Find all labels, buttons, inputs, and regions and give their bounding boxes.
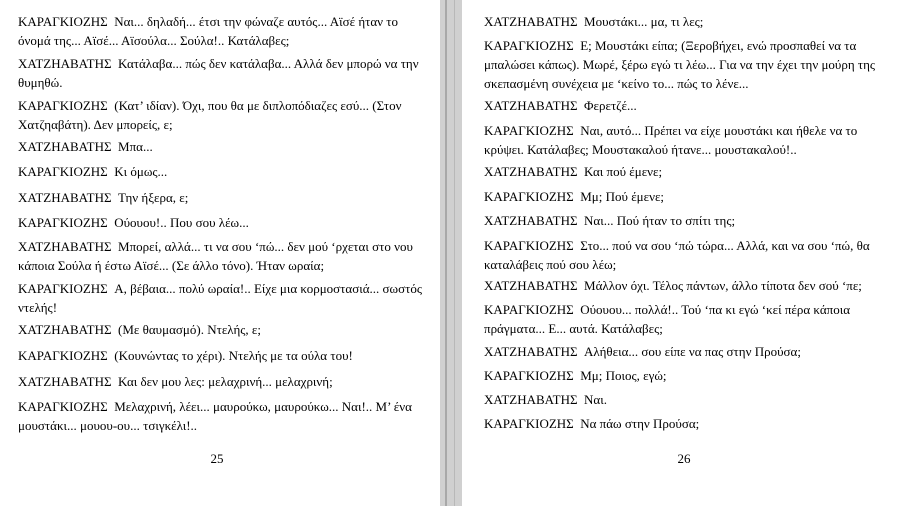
dialogue-line bbox=[484, 366, 887, 385]
dialogue-text: Αλήθεια... σου είπε να πας στην Προύσα; bbox=[584, 344, 801, 359]
dialogue-line bbox=[18, 237, 422, 275]
speaker-name: ΧΑΤΖΗΑΒΑΤΗΣ bbox=[18, 322, 112, 337]
speaker-name: ΚΑΡΑΓΚΙΟΖΗΣ bbox=[484, 238, 574, 253]
speaker-name: ΧΑΤΖΗΑΒΑΤΗΣ bbox=[18, 190, 112, 205]
dialogue-text: Α, βέβαια... πολύ ωραία!.. Είχε μια κορμοστασιά... σωστός ντελής! bbox=[18, 281, 422, 315]
speaker-name: ΚΑΡΑΓΚΙΟΖΗΣ bbox=[484, 123, 574, 138]
dialogue-line bbox=[484, 121, 887, 159]
dialogue-text: Ε; Μουστάκι είπα; (Ξεροβήχει, ενώ προσπαθεί να τα μπαλώσει κάπως). Μωρέ, ξέρω εγώ τι λέω... Για να την έχει την μούρη της σκεπασμένη συνέχεια με ‘κείνο το... πώς το λένε... bbox=[484, 38, 876, 91]
gutter-edge bbox=[445, 0, 447, 506]
left-page bbox=[0, 0, 440, 506]
dialogue-text: (Κουνώντας το χέρι). Ντελής με τα ούλα του! bbox=[114, 348, 353, 363]
dialogue-text: Κι όμως... bbox=[114, 164, 168, 179]
speaker-name: ΚΑΡΑΓΚΙΟΖΗΣ bbox=[18, 98, 108, 113]
speaker-name: ΚΑΡΑΓΚΙΟΖΗΣ bbox=[484, 38, 574, 53]
dialogue-text: Μουστάκι... μα, τι λες; bbox=[584, 14, 704, 29]
page-number: 25 bbox=[210, 451, 224, 466]
right-page bbox=[462, 0, 901, 506]
dialogue-text: Ναι. bbox=[584, 392, 607, 407]
speaker-name: ΧΑΤΖΗΑΒΑΤΗΣ bbox=[484, 344, 578, 359]
dialogue-line bbox=[484, 342, 887, 361]
dialogue-line bbox=[18, 213, 422, 232]
dialogue-text: Ούουου!.. Που σου λέω... bbox=[114, 215, 249, 230]
dialogue-line bbox=[484, 390, 887, 409]
dialogue-line bbox=[18, 96, 422, 134]
dialogue-text: Φερετζέ... bbox=[584, 98, 637, 113]
dialogue-text: Κατάλαβα... πώς δεν κατάλαβα... Αλλά δεν μπορώ να την θυμηθώ. bbox=[18, 56, 419, 90]
dialogue-line bbox=[18, 162, 422, 181]
dialogue-line bbox=[484, 414, 887, 433]
dialogue-line bbox=[484, 276, 887, 295]
speaker-name: ΚΑΡΑΓΚΙΟΖΗΣ bbox=[18, 399, 108, 414]
dialogue-line bbox=[18, 372, 422, 391]
dialogue-line bbox=[18, 346, 422, 365]
dialogue-line bbox=[484, 187, 887, 206]
dialogue-line bbox=[484, 300, 887, 338]
dialogue-line bbox=[18, 279, 422, 317]
speaker-name: ΚΑΡΑΓΚΙΟΖΗΣ bbox=[18, 281, 108, 296]
dialogue-line bbox=[484, 96, 887, 115]
speaker-name: ΧΑΤΖΗΑΒΑΤΗΣ bbox=[18, 139, 112, 154]
speaker-name: ΚΑΡΑΓΚΙΟΖΗΣ bbox=[484, 368, 574, 383]
speaker-name: ΧΑΤΖΗΑΒΑΤΗΣ bbox=[18, 56, 112, 71]
dialogue-line bbox=[484, 236, 887, 274]
dialogue-line bbox=[484, 12, 887, 31]
dialogue-line bbox=[484, 211, 887, 230]
speaker-name: ΧΑΤΖΗΑΒΑΤΗΣ bbox=[18, 239, 112, 254]
dialogue-text: Ναι, αυτό... Πρέπει να είχε μουστάκι και ήθελε να το κρύψει. Κατάλαβες; Μουστακαλού ήτανε... μουστακαλού!.. bbox=[484, 123, 858, 157]
dialogue-text: Μπα... bbox=[118, 139, 153, 154]
dialogue-text: Μμ; Πού έμενε; bbox=[580, 189, 665, 204]
dialogue-line bbox=[18, 54, 422, 92]
speaker-name: ΚΑΡΑΓΚΙΟΖΗΣ bbox=[18, 164, 108, 179]
dialogue-text: Μελαχρινή, λέει... μαυρούκω, μαυρούκω... Ναι!.. Μ’ ένα μουστάκι... μουου-ου... τσιγκέλι!.. bbox=[18, 399, 412, 433]
page-number: 26 bbox=[677, 451, 691, 466]
speaker-name: ΧΑΤΖΗΑΒΑΤΗΣ bbox=[484, 213, 578, 228]
dialogue-text: (Κατ’ ιδίαν). Όχι, που θα με διπλοπόδιαζες εσύ... (Στον Χατζηαβάτη). Δεν μπορείς, ε; bbox=[18, 98, 402, 132]
dialogue-text: Την ήξερα, ε; bbox=[118, 190, 189, 205]
book-gutter bbox=[440, 0, 462, 506]
dialogue-line bbox=[18, 320, 422, 339]
dialogue-text: Μπορεί, αλλά... τι να σου ‘πώ... δεν μού ‘ρχεται στο νου κάποια Σούλα ή έστω Αϊσέ... (Σε άλλο τόνο). Ήταν ωραία; bbox=[18, 239, 413, 273]
dialogue-text: Ναι... Πού ήταν το σπίτι της; bbox=[584, 213, 736, 228]
speaker-name: ΚΑΡΑΓΚΙΟΖΗΣ bbox=[18, 14, 108, 29]
speaker-name: ΧΑΤΖΗΑΒΑΤΗΣ bbox=[484, 14, 578, 29]
dialogue-line bbox=[484, 36, 887, 93]
dialogue-text: Και δεν μου λες: μελαχρινή... μελαχρινή; bbox=[118, 374, 333, 389]
dialogue-line bbox=[18, 188, 422, 207]
dialogue-line bbox=[18, 397, 422, 435]
dialogue-line bbox=[484, 162, 887, 181]
speaker-name: ΧΑΤΖΗΑΒΑΤΗΣ bbox=[484, 98, 578, 113]
dialogue-text: Μάλλον όχι. Τέλος πάντων, άλλο τίποτα δεν σού ‘πε; bbox=[584, 278, 862, 293]
speaker-name: ΧΑΤΖΗΑΒΑΤΗΣ bbox=[18, 374, 112, 389]
dialogue-text: Ούουου... πολλά!.. Τού ‘πα κι εγώ ‘κεί πέρα κάποια πράγματα... Ε... αυτά. Κατάλαβες; bbox=[484, 302, 851, 336]
speaker-name: ΚΑΡΑΓΚΙΟΖΗΣ bbox=[18, 215, 108, 230]
dialogue-text: Να πάω στην Προύσα; bbox=[580, 416, 700, 431]
speaker-name: ΚΑΡΑΓΚΙΟΖΗΣ bbox=[18, 348, 108, 363]
gutter-edge bbox=[454, 0, 455, 506]
speaker-name: ΚΑΡΑΓΚΙΟΖΗΣ bbox=[484, 302, 574, 317]
speaker-name: ΧΑΤΖΗΑΒΑΤΗΣ bbox=[484, 278, 578, 293]
speaker-name: ΚΑΡΑΓΚΙΟΖΗΣ bbox=[484, 416, 574, 431]
dialogue-line bbox=[18, 12, 422, 50]
dialogue-line bbox=[18, 137, 422, 156]
dialogue-text: (Με θαυμασμό). Ντελής, ε; bbox=[118, 322, 261, 337]
speaker-name: ΧΑΤΖΗΑΒΑΤΗΣ bbox=[484, 392, 578, 407]
speaker-name: ΧΑΤΖΗΑΒΑΤΗΣ bbox=[484, 164, 578, 179]
dialogue-text: Ναι... δηλαδή... έτσι την φώναζε αυτός... Αϊσέ ήταν το όνομά της... Αϊσέ... Αϊσούλα... Σούλα!.. Κατάλαβες; bbox=[18, 14, 399, 48]
dialogue-text: Στο... πού να σου ‘πώ τώρα... Αλλά, και να σου ‘πώ, θα καταλάβεις πού σου λέω; bbox=[484, 238, 870, 272]
dialogue-text: Και πού έμενε; bbox=[584, 164, 663, 179]
speaker-name: ΚΑΡΑΓΚΙΟΖΗΣ bbox=[484, 189, 574, 204]
dialogue-text: Μμ; Ποιος, εγώ; bbox=[580, 368, 667, 383]
